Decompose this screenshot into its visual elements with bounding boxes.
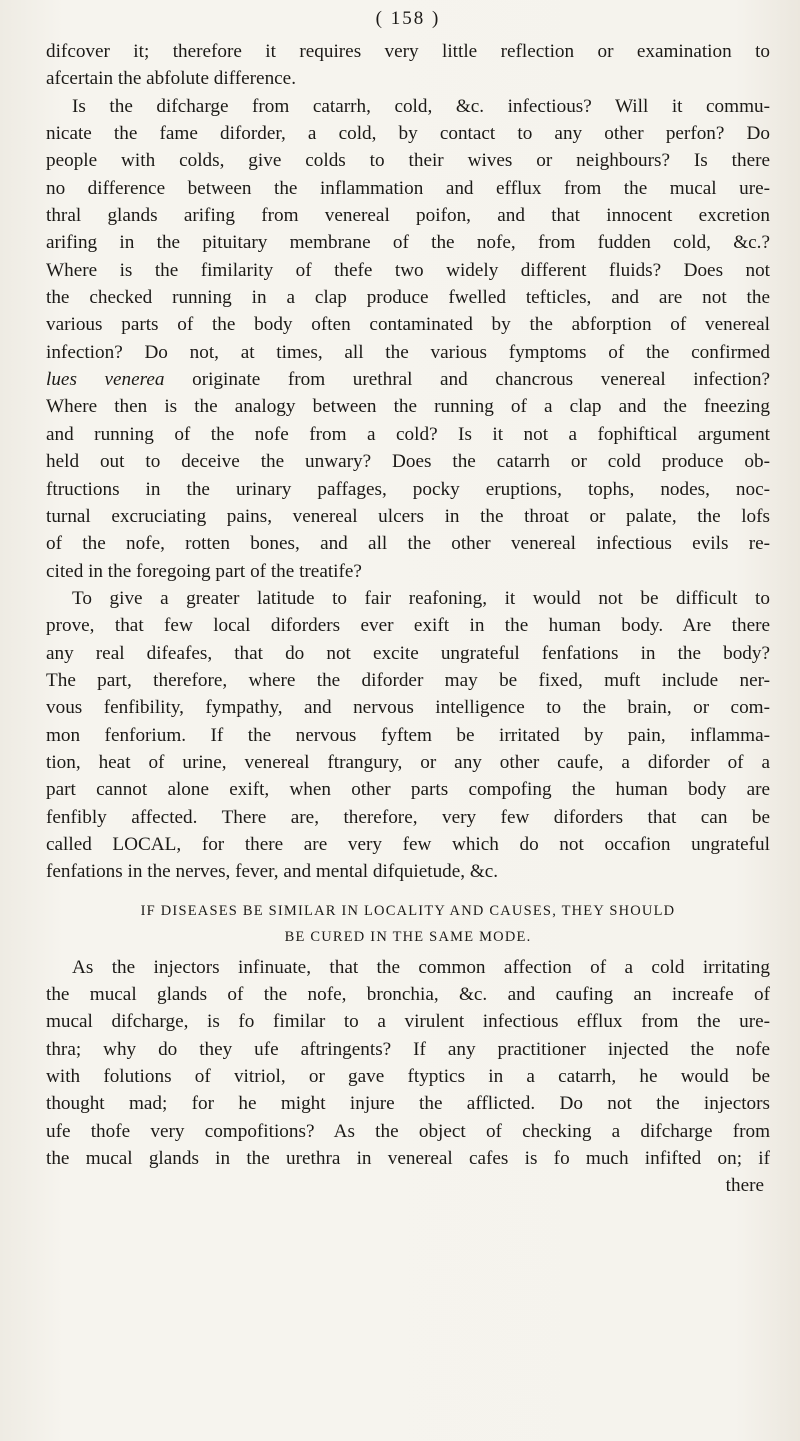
- text-line: Is the difcharge from catarrh, cold, &c. infectious? Will it commu-: [72, 95, 770, 117]
- heading-line: IF DISEASES BE SIMILAR IN LOCALITY AND CAUSES, THEY SHOULD: [140, 902, 676, 919]
- text-line: lues venerea originate from urethral and chancrous venereal infection?: [46, 369, 770, 391]
- text-line: and running of the nofe from a cold? Is it not a fophiftical argument: [46, 423, 770, 445]
- text-line: turnal excruciating pains, venereal ulcers in the throat or palate, the lofs: [46, 505, 770, 527]
- text-line: afcertain the abfolute difference.: [46, 68, 296, 90]
- text-line: prove, that few local diforders ever exift in the human body. Are there: [46, 615, 770, 637]
- text-line: cited in the foregoing part of the treatife?: [46, 560, 362, 582]
- text-line: people with colds, give colds to their wives or neighbours? Is there: [46, 150, 770, 172]
- text-line: tion, heat of urine, venereal ftrangury, or any other caufe, a diforder of a: [46, 751, 770, 773]
- text-line: ufe thofe very compofitions? As the object of checking a difcharge from: [46, 1120, 770, 1142]
- text-line: mucal difcharge, is fo fimilar to a virulent infectious efflux from the ure-: [46, 1011, 770, 1033]
- text-line: part cannot alone exift, when other parts compofing the human body are: [46, 779, 770, 801]
- text-line: Where is the fimilarity of thefe two widely different fluids? Does not: [46, 259, 770, 281]
- text-line: of the nofe, rotten bones, and all the other venereal infectious evils re-: [46, 533, 770, 555]
- paragraph-4: [46, 954, 770, 1173]
- paragraph-1: [46, 38, 770, 93]
- paragraph-2: [46, 93, 770, 585]
- text-line: infection? Do not, at times, all the various fymptoms of the confirmed: [46, 341, 770, 363]
- page-number: ( 158 ): [375, 8, 441, 29]
- text-line: various parts of the body often contaminated by the abforption of venereal: [46, 314, 770, 336]
- section-heading: [46, 898, 770, 950]
- text-line: called LOCAL, for there are very few which do not occafion ungrateful: [46, 833, 770, 855]
- text-line: the mucal glands in the urethra in venereal cafes is fo much infifted on; if: [46, 1148, 770, 1170]
- text-line: no difference between the inflammation and efflux from the mucal ure-: [46, 177, 770, 199]
- text-line: fenfations in the nerves, fever, and mental difquietude, &c.: [46, 861, 499, 883]
- text-line: mon fenforium. If the nervous fyftem be irritated by pain, inflamma-: [46, 724, 770, 746]
- text-line: To give a greater latitude to fair reafoning, it would not be difficult to: [72, 587, 770, 609]
- text-line: fenfibly affected. There are, therefore, very few diforders that can be: [46, 806, 770, 828]
- text-line: vous fenfibility, fympathy, and nervous intelligence to the brain, or com-: [46, 697, 770, 719]
- text-line: the mucal glands of the nofe, bronchia, &c. and caufing an increafe of: [46, 984, 770, 1005]
- text-line: any real difeafes, that do not excite ungrateful fenfations in the body?: [46, 642, 770, 664]
- text-line: ftructions in the urinary paffages, pocky eruptions, tophs, nodes, noc-: [46, 478, 770, 500]
- paragraph-3: [46, 585, 770, 886]
- text-line: arifing in the pituitary membrane of the nofe, from fudden cold, &c.?: [46, 232, 770, 254]
- text-line: thought mad; for he might injure the afflicted. Do not the injectors: [46, 1093, 770, 1115]
- text-line: As the injectors infinuate, that the common affection of a cold irritating: [72, 956, 770, 978]
- heading-line: BE CURED IN THE SAME MODE.: [284, 928, 532, 945]
- text-line: with folutions of vitriol, or gave ftyptics in a catarrh, he would be: [46, 1066, 770, 1088]
- text-line: The part, therefore, where the diforder may be fixed, muft include ner-: [46, 669, 770, 691]
- text-line: difcover it; therefore it requires very little reflection or examination to: [46, 41, 770, 62]
- text-line: nicate the fame diforder, a cold, by contact to any other perfon? Do: [46, 123, 770, 145]
- text-line: held out to deceive the unwary? Does the catarrh or cold produce ob-: [46, 451, 770, 473]
- text-line: thral glands arifing from venereal poifon, and that innocent excretion: [46, 205, 770, 227]
- text-line: the checked running in a clap produce fwelled tefticles, and are not the: [46, 287, 770, 309]
- catchword: there: [725, 1175, 764, 1197]
- text-line: Where then is the analogy between the running of a clap and the fneezing: [46, 396, 770, 418]
- italic-phrase: lues venerea: [46, 369, 165, 391]
- text-line: thra; why do they ufe aftringents? If any practitioner injected the nofe: [46, 1038, 770, 1060]
